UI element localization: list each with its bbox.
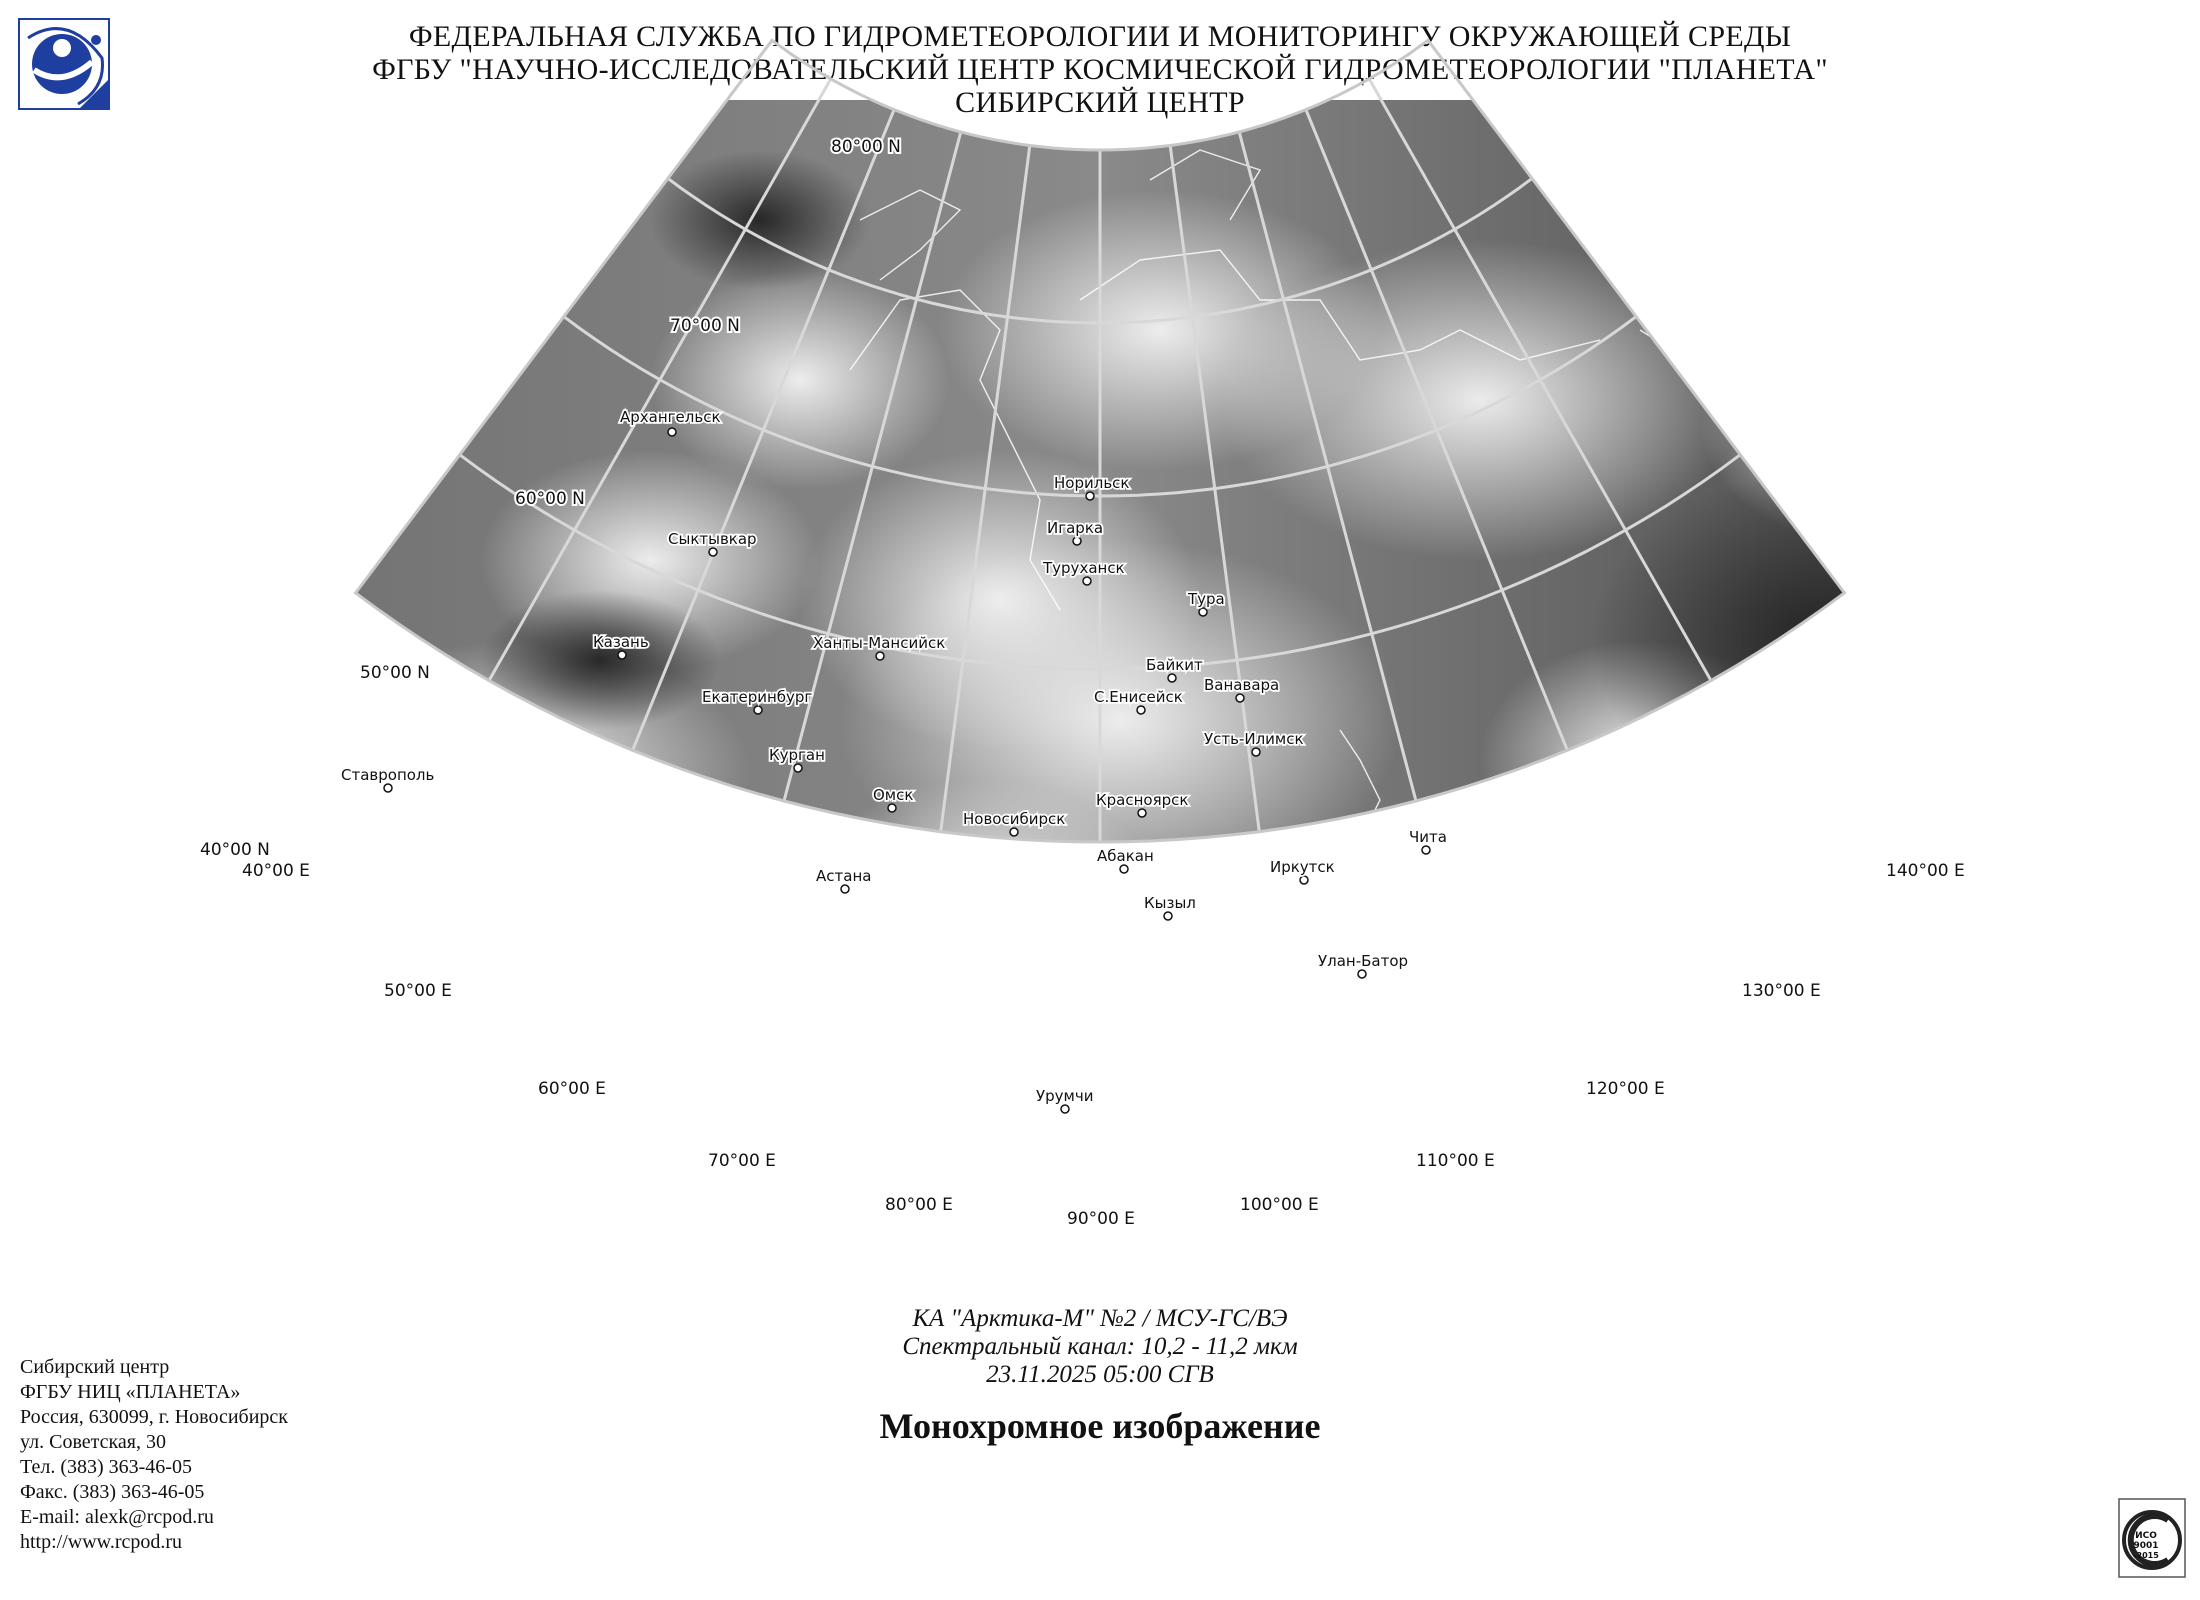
svg-text:Абакан: Абакан <box>1097 847 1154 865</box>
lon-label-70: 70°00 E <box>708 1151 776 1171</box>
svg-text:Ханты-Мансийск: Ханты-Мансийск <box>813 634 946 652</box>
image-title: Монохромное изображение <box>879 1406 1321 1446</box>
lon-label-80: 80°00 E <box>885 1195 953 1215</box>
svg-text:Курган: Курган <box>769 746 825 764</box>
lat-label-40: 40°00 N <box>200 840 270 860</box>
svg-text:Игарка: Игарка <box>1047 519 1104 537</box>
svg-text:Кызыл: Кызыл <box>1144 894 1196 912</box>
contact-line: Россия, 630099, г. Новосибирск <box>20 1406 289 1428</box>
svg-text:-2015: -2015 <box>2133 1551 2159 1560</box>
svg-text:Усть-Илимск: Усть-Илимск <box>1204 730 1304 748</box>
header-line-3: СИБИРСКИЙ ЦЕНТР <box>955 86 1245 119</box>
svg-text:Красноярск: Красноярск <box>1096 791 1189 809</box>
svg-text:Тура: Тура <box>1188 590 1225 608</box>
contact-fax: Факс. (383) 363-46-05 <box>20 1481 205 1503</box>
svg-text:Улан-Батор: Улан-Батор <box>1318 952 1409 970</box>
contact-phone: Тел. (383) 363-46-05 <box>20 1456 192 1478</box>
svg-text:Туруханск: Туруханск <box>1043 559 1125 577</box>
svg-text:Чита: Чита <box>1409 828 1447 846</box>
contact-line: ФГБУ НИЦ «ПЛАНЕТА» <box>20 1381 241 1403</box>
lon-label-130: 130°00 E <box>1742 981 1821 1001</box>
svg-text:Ставрополь: Ставрополь <box>341 766 435 784</box>
lon-label-60: 60°00 E <box>538 1079 606 1099</box>
contact-line: Сибирский центр <box>20 1356 170 1378</box>
iso-certification-badge <box>2118 1498 2186 1578</box>
caption-datetime: 23.11.2025 05:00 СГВ <box>986 1361 1214 1388</box>
lon-label-110: 110°00 E <box>1416 1151 1495 1171</box>
svg-text:Архангельск: Архангельск <box>620 408 721 426</box>
lat-label-60: 60°00 N <box>515 489 585 509</box>
svg-text:Урумчи: Урумчи <box>1036 1087 1094 1105</box>
svg-text:Казань: Казань <box>593 633 649 651</box>
lon-label-120: 120°00 E <box>1586 1079 1665 1099</box>
image-caption <box>700 1305 1500 1389</box>
contact-email[interactable]: E-mail: alexk@rcpod.ru <box>20 1506 214 1528</box>
svg-text:Омск: Омск <box>873 786 914 804</box>
city-urumchi <box>1036 1087 1093 1113</box>
lon-label-90: 90°00 E <box>1067 1209 1135 1229</box>
svg-text:Сыктывкар: Сыктывкар <box>668 530 757 548</box>
city-astana <box>816 867 871 893</box>
lon-label-100: 100°00 E <box>1240 1195 1319 1215</box>
svg-text:Норильск: Норильск <box>1054 474 1130 492</box>
lon-label-50: 50°00 E <box>384 981 452 1001</box>
header-line-1: ФЕДЕРАЛЬНАЯ СЛУЖБА ПО ГИДРОМЕТЕОРОЛОГИИ И МОНИТОРИНГУ ОКРУЖАЮЩЕЙ СРЕДЫ <box>408 20 1792 53</box>
city-ulan-bator <box>1318 952 1408 978</box>
longitude-labels <box>242 861 1965 1229</box>
svg-text:Новосибирск: Новосибирск <box>963 810 1066 828</box>
lon-label-40: 40°00 E <box>242 861 310 881</box>
city-stavropol <box>341 766 434 792</box>
lon-label-140: 140°00 E <box>1886 861 1965 881</box>
svg-text:С.Енисейск: С.Енисейск <box>1094 688 1183 706</box>
lat-label-70: 70°00 N <box>670 316 740 336</box>
svg-text:ИСО: ИСО <box>2135 1531 2157 1541</box>
svg-text:Ванавара: Ванавара <box>1204 676 1280 694</box>
svg-text:Астана: Астана <box>816 867 872 885</box>
svg-text:Байкит: Байкит <box>1146 656 1203 674</box>
svg-text:9001: 9001 <box>2133 1541 2159 1551</box>
lat-label-80: 80°00 N <box>831 137 901 157</box>
contact-info <box>20 1355 288 1555</box>
caption-satellite: КА "Арктика-М" №2 / МСУ-ГС/ВЭ <box>912 1305 1288 1332</box>
city-chita <box>1409 828 1447 854</box>
svg-text:Иркутск: Иркутск <box>1270 858 1335 876</box>
city-abakan <box>1097 847 1154 873</box>
contact-website[interactable]: http://www.rcpod.ru <box>20 1531 183 1553</box>
svg-text:Екатеринбург: Екатеринбург <box>702 688 813 706</box>
lat-label-50: 50°00 N <box>360 663 430 683</box>
city-irkutsk <box>1270 858 1335 884</box>
contact-line: ул. Советская, 30 <box>20 1431 166 1453</box>
city-kyzyl <box>1144 894 1196 920</box>
caption-channel: Спектральный канал: 10,2 - 11,2 мкм <box>902 1333 1298 1360</box>
header-line-2: ФГБУ "НАУЧНО-ИССЛЕДОВАТЕЛЬСКИЙ ЦЕНТР КОСМИЧЕСКОЙ ГИДРОМЕТЕОРОЛОГИИ "ПЛАНЕТА" <box>372 53 1828 86</box>
